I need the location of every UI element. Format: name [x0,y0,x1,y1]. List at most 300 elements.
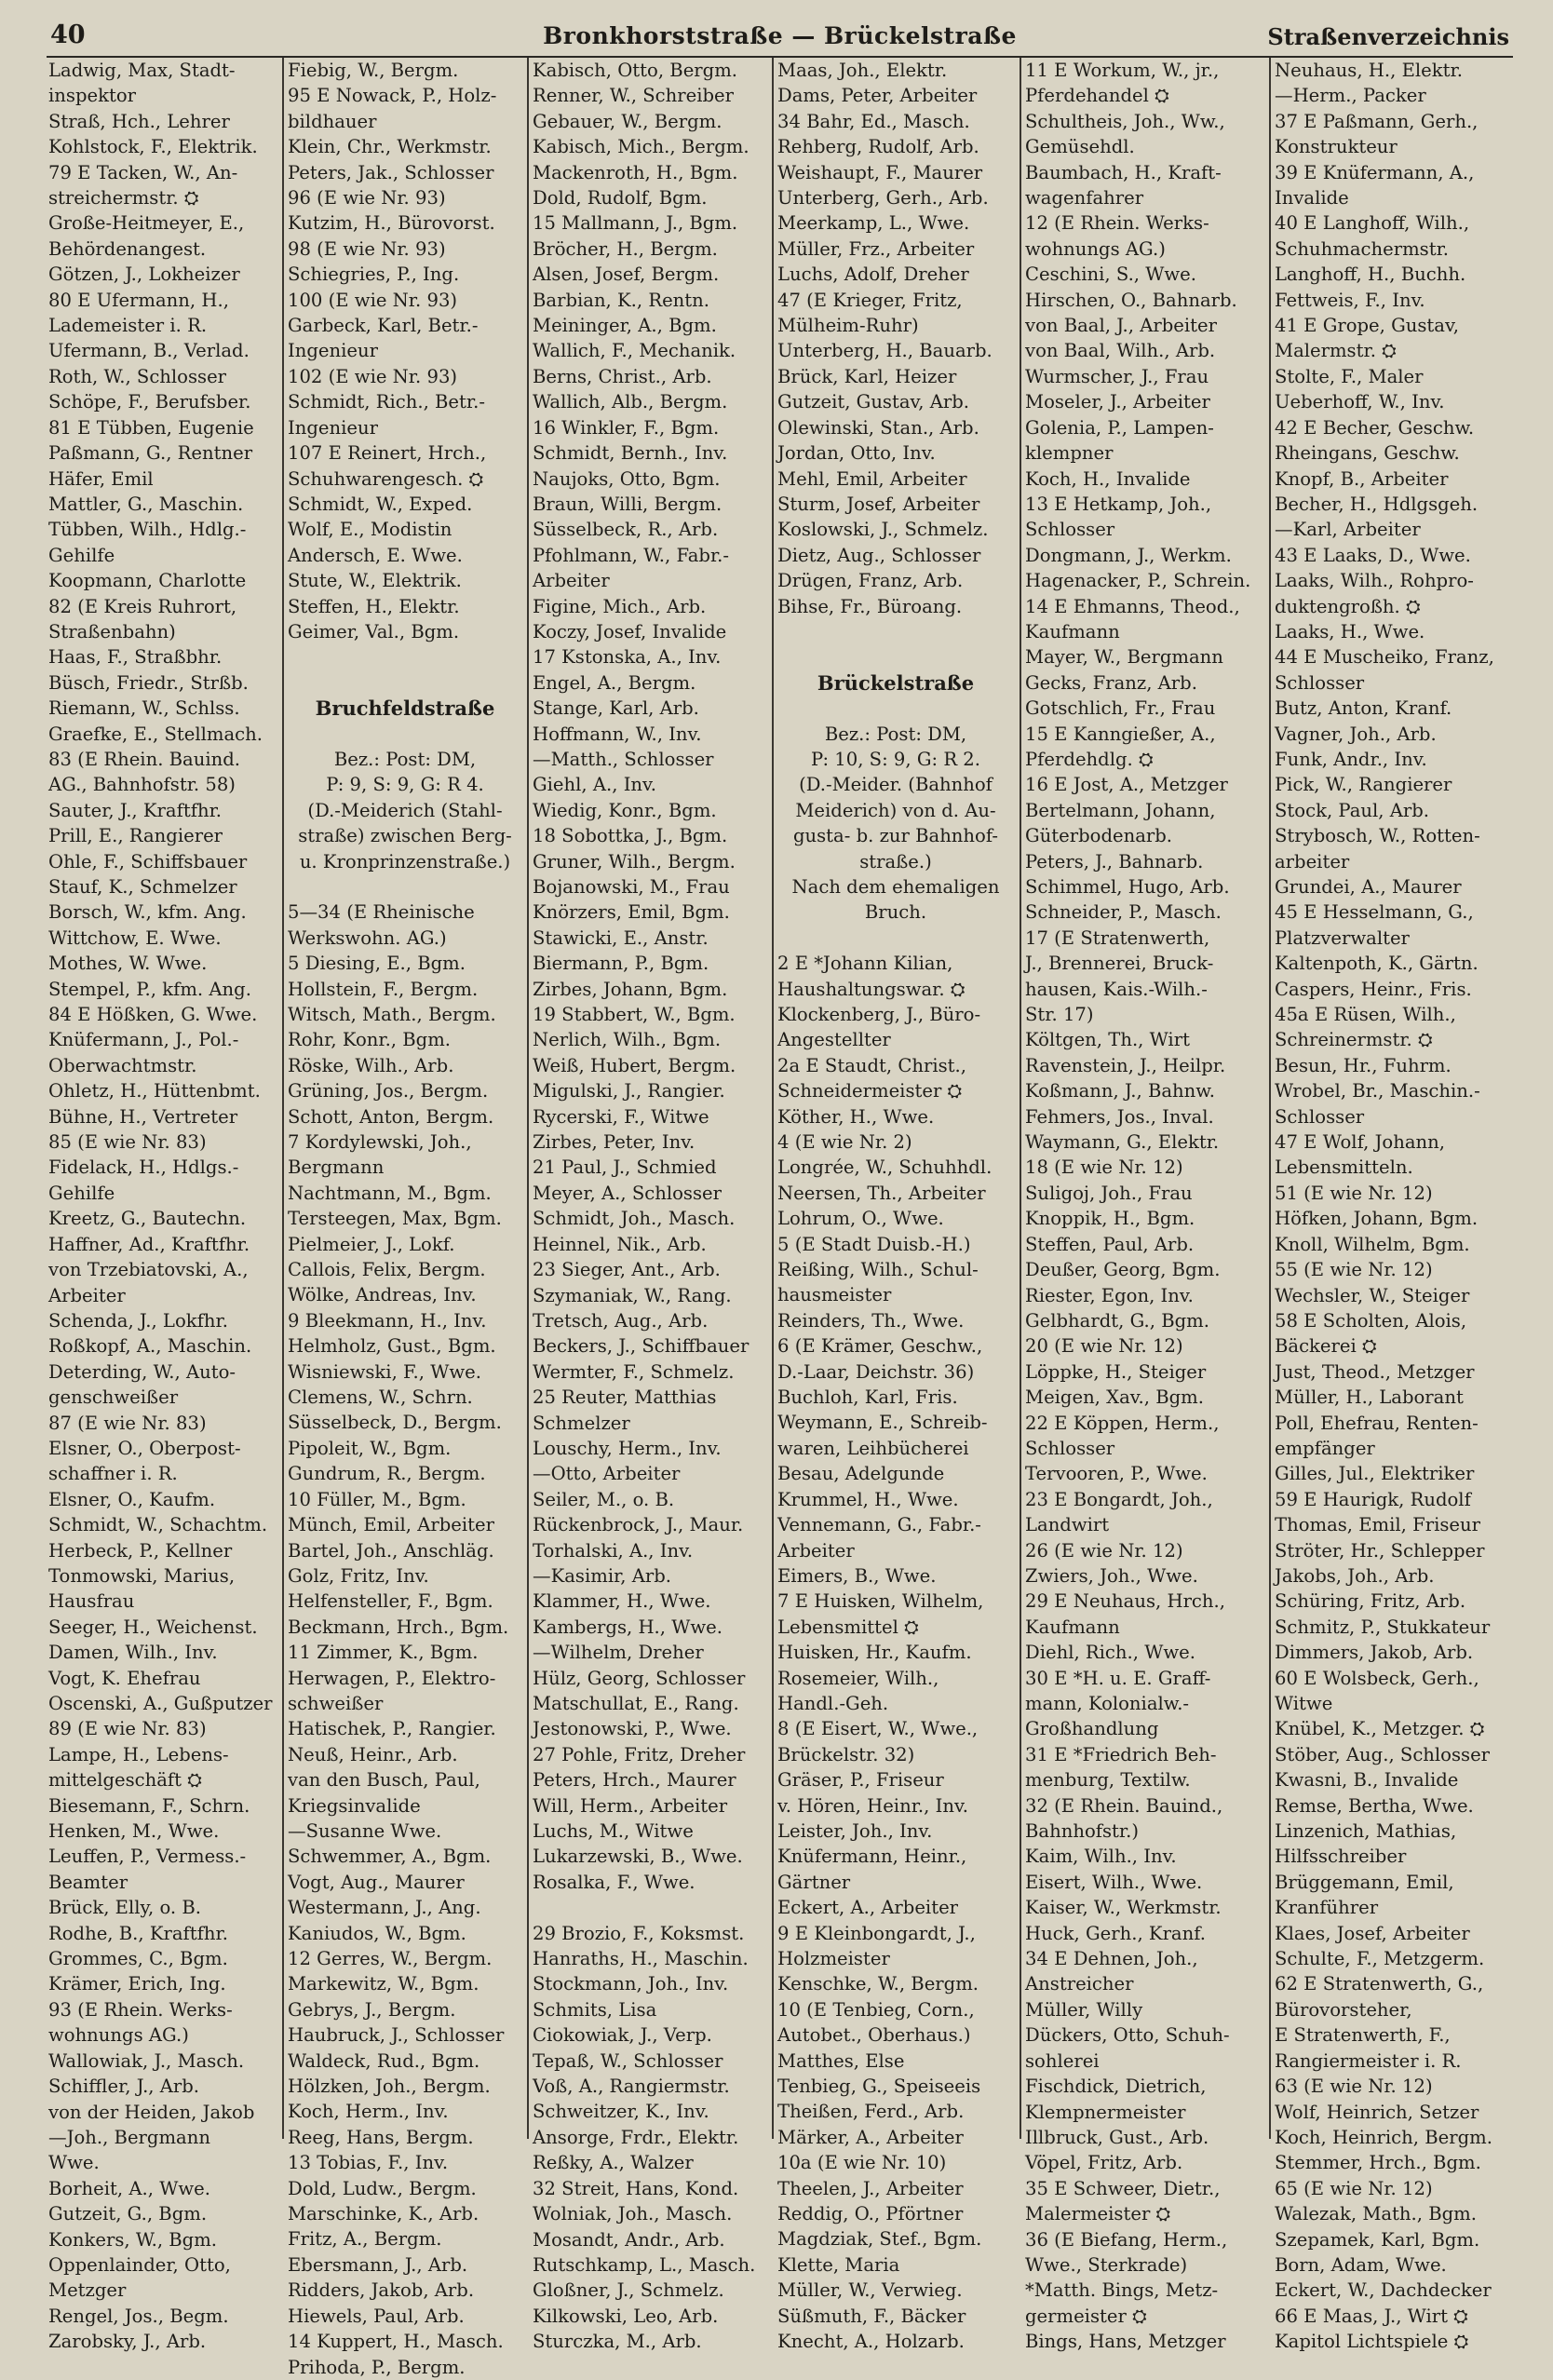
directory-entry: Markewitz, W., Bgm. [288,1973,479,1995]
directory-entry: Str. 17) [1025,1004,1094,1026]
directory-entry: Waldeck, Rud., Bgm. [288,2049,480,2072]
directory-entry: Lampe, H., Lebens- [48,1743,229,1765]
street-info: P: 9, S: 9, G: R 4. [326,774,484,796]
directory-entry: 79 E Tacken, W., An- [48,161,238,183]
directory-entry: 65 (E wie Nr. 12) [1275,2177,1433,2199]
directory-entry: Funk, Andr., Inv. [1275,748,1427,770]
directory-entry: Brückelstr. 32) [777,1743,915,1765]
directory-entry: 17 Kstonska, A., Inv. [533,646,722,669]
directory-entry: 7 Kordylewski, Joh., [288,1131,472,1153]
directory-entry: Henken, M., Wwe. [48,1820,220,1843]
directory-entry: Invalide [1275,187,1349,210]
spacer [777,619,1014,644]
directory-entry: Gehilfe [48,544,115,566]
directory-entry: Magdziak, Stef., Bgm. [777,2228,982,2251]
directory-entry: Angestellter [777,1029,891,1051]
directory-entry: 85 (E wie Nr. 83) [48,1131,207,1154]
directory-entry: Luchs, M., Witwe [533,1820,694,1843]
directory-entry: Schiffler, J., Arb. [48,2076,200,2098]
directory-entry: streichermstr. ⛭ [48,187,199,210]
directory-entry: Grüning, Jos., Bergm. [288,1080,489,1102]
directory-entry: Stolte, F., Maler [1275,365,1424,387]
directory-entry: Mattler, G., Maschin. [48,493,244,515]
directory-entry: Ohle, F., Schiffsbauer [48,850,248,872]
directory-entry: 16 E Jost, A., Metzger [1025,774,1228,796]
spacer [288,722,522,747]
directory-entry: 96 (E wie Nr. 93) [288,187,446,210]
directory-entry: Schlosser [1025,519,1115,541]
directory-entry: Brück, Elly, o. B. [48,1897,201,1919]
directory-entry: Peters, J., Bahnarb. [1025,850,1204,872]
directory-entry: 45 E Hesselmann, G., [1275,901,1474,924]
directory-entry: Beckers, J., Schiffbauer [533,1335,749,1358]
directory-entry: Großhandlung [1025,1718,1159,1740]
directory-entry: Arbeiter [777,1539,855,1562]
directory-entry: Kaltenpoth, K., Gärtn. [1275,953,1479,975]
directory-entry: Hoffmann, W., Inv. [533,723,702,745]
directory-entry: Müller, Frz., Arbeiter [777,237,975,260]
directory-entry: Helmholz, Gust., Bgm. [288,1335,496,1358]
directory-entry: Süsselbeck, D., Bergm. [288,1412,502,1434]
directory-entry: Schmidt, Bernh., Inv. [533,442,728,465]
directory-entry: Dietz, Aug., Schlosser [777,544,981,566]
directory-entry: Oberwachtmstr. [48,1054,197,1076]
directory-entry: Dimmers, Jakob, Arb. [1275,1642,1474,1664]
directory-entry: wagenfahrer [1025,187,1144,210]
spacer [777,696,1014,721]
directory-entry: Tonmowski, Marius, [48,1564,236,1587]
directory-entry: Hagenacker, P., Schrein. [1025,570,1251,592]
directory-entry: Dold, Ludw., Bergm. [288,2177,477,2199]
directory-entry: Will, Herm., Arbeiter [533,1794,728,1817]
directory-entry: Kabisch, Mich., Bergm. [533,136,749,158]
directory-entry: Gilles, Jul., Elektriker [1275,1463,1475,1485]
directory-entry: Braun, Willi, Bergm. [533,493,722,515]
directory-entry: Alsen, Josef, Bergm. [533,264,720,286]
directory-entry: Stauf, K., Schmelzer [48,876,237,898]
directory-entry: Hiewels, Paul, Arb. [288,2305,465,2327]
directory-entry: 25 Reuter, Matthias [533,1386,717,1409]
directory-entry: Fehmers, Jos., Inval. [1025,1105,1214,1128]
directory-entry: AG., Bahnhofstr. 58) [48,774,236,796]
directory-column-4 [777,58,1014,2353]
directory-entry: Laaks, Wilh., Rohpro- [1275,570,1474,592]
directory-entry: Meigen, Xav., Bgm. [1025,1386,1204,1409]
directory-entry: 107 E Reinert, Hrch., [288,442,487,465]
directory-entry: 82 (E Kreis Ruhrort, [48,595,237,617]
directory-entry: Krämer, Erich, Ing. [48,1973,226,1995]
directory-entry: Rodhe, B., Kraftfhr. [48,1922,228,1944]
directory-entry: Koch, H., Invalide [1025,467,1191,490]
directory-entry: —Otto, Arbeiter [533,1463,681,1485]
directory-entry: 32 Streit, Hans, Kond. [533,2177,739,2199]
directory-entry: Roth, W., Schlosser [48,365,227,387]
directory-entry: Ströter, Hr., Schlepper [1275,1539,1485,1562]
directory-entry: Unterberg, Gerh., Arb. [777,187,989,210]
directory-entry: Seiler, M., o. B. [533,1488,675,1510]
directory-entry: Kaufmann [1025,1616,1120,1638]
directory-entry: Theißen, Ferd., Arb. [777,2101,965,2123]
directory-entry: Köther, H., Wwe. [777,1105,935,1128]
directory-entry: 14 Kuppert, H., Masch. [288,2331,504,2353]
page-header [47,19,1513,58]
directory-entry: Fidelack, H., Hdlgs.- [48,1156,239,1179]
directory-entry: 29 E Neuhaus, Hrch., [1025,1590,1225,1613]
directory-entry: 29 Brozio, F., Koksmst. [533,1922,745,1944]
directory-column-2 [288,58,522,2378]
directory-entry: Rückenbrock, J., Maur. [533,1514,744,1536]
directory-entry: Kaim, Wilh., Inv. [1025,1846,1177,1868]
directory-entry: Gundrum, R., Bergm. [288,1463,486,1485]
directory-entry: Häfer, Emil [48,467,154,490]
directory-entry: 30 E *H. u. E. Graff- [1025,1667,1211,1689]
column-divider [1269,58,1271,2139]
directory-entry: genschweißer [48,1386,179,1409]
directory-entry: Kaniudos, W., Bgm. [288,1922,466,1944]
directory-entry: Wrobel, Br., Maschin.- [1275,1080,1480,1102]
directory-entry: Buchloh, Karl, Fris. [777,1386,958,1409]
directory-entry: Kaufmann [1025,620,1120,642]
directory-entry: Wittchow, E. Wwe. [48,926,222,949]
directory-entry: Werkswohn. AG.) [288,926,447,949]
directory-entry: 18 (E wie Nr. 12) [1025,1156,1183,1179]
directory-entry: wohnungs AG.) [48,2024,189,2047]
directory-entry: Poll, Ehefrau, Renten- [1275,1412,1479,1434]
directory-entry: Schuhwarengesch. ⛭ [288,467,484,490]
directory-entry: von Baal, J., Arbeiter [1025,315,1217,337]
directory-entry: Schlosser [1025,1437,1115,1459]
directory-entry: duktengroßh. ⛭ [1275,595,1421,617]
directory-entry: Schöpe, F., Berufsber. [48,391,251,413]
directory-entry: 17 (E Stratenwerth, [1025,926,1210,949]
directory-entry: Sturczka, M., Arb. [533,2331,702,2353]
directory-entry: schaffner i. R. [48,1463,178,1485]
directory-entry: Helfensteller, F., Bgm. [288,1590,493,1613]
directory-entry: Schüring, Fritz, Arb. [1275,1590,1466,1613]
directory-entry: 42 E Becher, Geschw. [1275,416,1475,439]
directory-entry: Ciokowiak, J., Verp. [533,2024,712,2047]
directory-entry: Peters, Hrch., Maurer [533,1769,736,1792]
street-info: Bez.: Post: DM, [824,723,967,745]
directory-entry: Müller, Willy [1025,1998,1143,2021]
directory-entry: Koch, Heinrich, Bergm. [1275,2126,1492,2148]
directory-entry: Strybosch, W., Rotten- [1275,825,1480,847]
directory-entry: Herbeck, P., Kellner [48,1539,233,1562]
directory-entry: Marschinke, K., Arb. [288,2203,479,2225]
directory-entry: Nerlich, Wilh., Bgm. [533,1029,722,1051]
directory-entry: Jakobs, Joh., Arb. [1275,1564,1435,1587]
directory-entry: Gräser, P., Friseur [777,1769,944,1792]
directory-entry: Vennemann, G., Fabr.- [777,1514,981,1536]
directory-entry: Thomas, Emil, Friseur [1275,1514,1480,1536]
directory-entry: Ravenstein, J., Heilpr. [1025,1054,1226,1076]
directory-entry: Mülheim-Ruhr) [777,315,919,337]
directory-entry: Gruner, Wilh., Bergm. [533,850,736,872]
directory-entry: wohnungs AG.) [1025,237,1166,260]
directory-entry: 34 E Dehnen, Joh., [1025,1948,1198,1970]
directory-entry: 59 E Haurigk, Rudolf [1275,1488,1471,1510]
directory-entry: Mehl, Emil, Arbeiter [777,467,967,490]
directory-entry: Löppke, H., Steiger [1025,1360,1207,1383]
directory-entry: Ueberhoff, W., Inv. [1275,391,1445,413]
directory-entry: Tersteegen, Max, Bgm. [288,1208,502,1230]
directory-entry: Golz, Fritz, Inv. [288,1564,429,1587]
directory-entry: Röske, Wilh., Arb. [288,1054,454,1076]
directory-entry: Huck, Gerh., Kranf. [1025,1922,1207,1944]
directory-entry: Barbian, K., Rentn. [533,289,710,311]
directory-entry: —Joh., Bergmann [48,2126,210,2148]
directory-entry: bildhauer [288,110,377,132]
spacer [288,644,522,669]
directory-entry: Butz, Anton, Kranf. [1275,697,1452,720]
directory-entry: Prihoda, P., Bergm. [288,2356,466,2378]
directory-entry: Rangiermeister i. R. [1275,2049,1462,2072]
directory-entry: Walezak, Math., Bgm. [1275,2203,1477,2225]
directory-entry: —Karl, Arbeiter [1275,519,1421,541]
directory-entry: Ufermann, B., Verlad. [48,340,250,362]
directory-entry: Sturm, Josef, Arbeiter [777,493,980,515]
directory-entry: Paßmann, G., Rentner [48,442,253,465]
directory-entry: Bojanowski, M., Frau [533,876,730,898]
directory-entry: Schreinermstr. ⛭ [1275,1029,1433,1051]
directory-entry: Steffen, H., Elektr. [288,595,460,617]
directory-entry: Tübben, Wilh., Hdlg.- [48,519,247,541]
directory-entry: Westermann, J., Ang. [288,1897,481,1919]
directory-entry: Schmidt, W., Exped. [288,493,473,515]
directory-entry: Kenschke, W., Bergm. [777,1973,979,1995]
directory-entry: Müller, W., Verwieg. [777,2279,963,2302]
directory-entry: Becher, H., Hdlgsgeh. [1275,493,1479,515]
directory-entry: Naujoks, Otto, Bgm. [533,467,721,490]
directory-entry: Gehilfe [48,1182,115,1204]
directory-entry: Wolniak, Joh., Masch. [533,2203,733,2225]
directory-entry: Tretsch, Aug., Arb. [533,1309,709,1332]
directory-entry: Tervooren, P., Wwe. [1025,1463,1208,1485]
directory-entry: Schott, Anton, Bergm. [288,1105,494,1128]
directory-entry: 102 (E wie Nr. 93) [288,365,458,387]
directory-entry: 11 Zimmer, K., Bgm. [288,1642,479,1664]
street-info: (D.-Meiderich (Stahl- [307,799,503,821]
street-heading: Brückelstraße [817,670,975,695]
directory-entry: Lukarzewski, B., Wwe. [533,1846,743,1868]
directory-entry: Straßenbahn) [48,620,176,642]
directory-entry: Szepamek, Karl, Bgm. [1275,2228,1480,2251]
directory-entry: Matschullat, E., Rang. [533,1693,739,1714]
directory-entry: Lohrum, O., Wwe. [777,1208,944,1230]
directory-entry: Schultheis, Joh., Ww., [1025,110,1225,132]
directory-entry: Wisniewski, F., Wwe. [288,1360,481,1383]
directory-entry: v. Hören, Heinr., Inv. [777,1794,968,1817]
directory-entry: Kwasni, B., Invalide [1275,1769,1459,1792]
directory-entry: Klaes, Josef, Arbeiter [1275,1922,1470,1944]
directory-entry: Maas, Joh., Elektr. [777,60,948,81]
directory-entry: Wolf, Heinrich, Setzer [1275,2101,1479,2123]
directory-entry: Klammer, H., Wwe. [533,1590,711,1613]
directory-entry: Longrée, W., Schuhhdl. [777,1156,993,1179]
directory-entry: Diehl, Rich., Wwe. [1025,1642,1195,1664]
street-info: gusta- b. zur Bahnhof- [792,825,999,847]
directory-entry: —Herm., Packer [1275,85,1426,107]
directory-entry: mann, Kolonialw.- [1025,1693,1190,1714]
directory-entry: Reißing, Wilh., Schul- [777,1259,979,1281]
directory-entry: Berns, Christ., Arb. [533,365,712,387]
directory-entry: Remse, Bertha, Wwe. [1275,1794,1474,1817]
directory-entry: Knübel, K., Metzger. ⛭ [1275,1718,1485,1740]
directory-entry: Mackenroth, H., Bgm. [533,161,738,183]
directory-entry: Kutzim, H., Bürovorst. [288,212,495,235]
directory-entry: Vogt, K. Ehefrau [48,1667,201,1689]
directory-entry: Schneider, P., Masch. [1025,901,1222,924]
directory-entry: Knüfermann, Heinr., [777,1846,967,1868]
directory-entry: Bihse, Fr., Büroang. [777,595,963,617]
directory-entry: Süsselbeck, R., Arb. [533,519,719,541]
directory-entry: van den Busch, Paul, [288,1769,480,1792]
directory-entry: Witsch, Math., Bergm. [288,1003,496,1025]
directory-entry: Heinnel, Nik., Arb. [533,1233,707,1255]
directory-entry: Büsch, Friedr., Strßb. [48,671,249,694]
directory-entry: D.-Laar, Deichstr. 36) [777,1360,975,1383]
directory-entry: hausmeister [777,1284,892,1306]
directory-entry: Caspers, Heinr., Fris. [1275,978,1472,1000]
directory-entry: Schmits, Lisa [533,1998,657,2021]
directory-entry: Koczy, Josef, Invalide [533,620,727,642]
directory-entry: Bahnhofstr.) [1025,1820,1140,1843]
directory-entry: Jordan, Otto, Inv. [777,442,936,465]
directory-entry: Grundei, A., Maurer [1275,876,1462,898]
directory-entry: Arbeiter [533,570,610,592]
directory-entry: Ceschini, S., Wwe. [1025,264,1196,286]
directory-entry: 2 E *Johann Kilian, [777,953,953,975]
directory-entry: Müller, H., Laborant [1275,1386,1464,1409]
directory-entry: Dongmann, J., Werkm. [1025,544,1232,566]
directory-entry: Roßkopf, A., Maschin. [48,1335,252,1358]
directory-entry: Just, Theod., Metzger [1275,1360,1475,1383]
directory-entry: Illbruck, Gust., Arb. [1025,2126,1209,2148]
directory-column-1 [48,58,277,2353]
directory-entry: Gecks, Franz, Arb. [1025,671,1197,694]
directory-entry: 55 (E wie Nr. 12) [1275,1259,1433,1281]
directory-entry: 89 (E wie Nr. 83) [48,1718,207,1740]
directory-entry: Gemüsehdl. [1025,136,1135,158]
directory-entry: Konstrukteur [1275,136,1398,158]
directory-entry: 100 (E wie Nr. 93) [288,289,458,311]
directory-entry: Garbeck, Karl, Betr.- [288,315,479,337]
directory-entry: Tepaß, W., Schlosser [533,2049,723,2072]
directory-entry: Ebersmann, J., Arb. [288,2253,468,2276]
directory-entry: 4 (E wie Nr. 2) [777,1131,912,1153]
directory-entry: Große-Heitmeyer, E., [48,212,245,235]
directory-entry: 87 (E wie Nr. 83) [48,1412,207,1434]
directory-entry: Torhalski, A., Inv. [533,1539,694,1562]
directory-entry: Wwe., Sterkrade) [1025,2253,1188,2276]
directory-entry: 21 Paul, J., Schmied [533,1156,717,1179]
directory-entry: Reinders, Th., Wwe. [777,1309,965,1332]
directory-entry: Schmidt, Joh., Masch. [533,1208,736,1230]
directory-entry: 16 Winkler, F., Bgm. [533,416,720,439]
directory-entry: Schlosser [1275,1105,1365,1128]
street-heading: Bruchfeldstraße [315,696,495,721]
directory-entry: Beckmann, Hrch., Bgm. [288,1616,509,1638]
directory-entry: Kriegsinvalide [288,1794,421,1817]
street-info: P: 10, S: 9, G: R 2. [810,748,981,770]
directory-entry: Gelbhardt, G., Bgm. [1025,1309,1209,1332]
directory-entry: 39 E Knüfermann, A., [1275,161,1475,183]
directory-entry: Wechsler, W., Steiger [1275,1284,1470,1306]
street-info: straße) zwischen Berg- [298,825,512,847]
directory-entry: —Susanne Wwe. [288,1819,442,1842]
directory-entry: Schwemmer, A., Bgm. [288,1846,492,1868]
directory-entry: Schimmel, Hugo, Arb. [1025,876,1230,898]
street-info: Meiderich) von d. Au- [795,799,996,821]
directory-entry: Tenbieg, G., Speiseeis [777,2076,981,2098]
directory-entry: Stockmann, Joh., Inv. [533,1973,729,1995]
directory-entry: Knecht, A., Holzarb. [777,2331,965,2353]
directory-entry: 5—34 (E Rheinische [288,901,475,924]
spacer [288,874,522,899]
directory-column-5 [1025,58,1263,2353]
directory-entry: 37 E Paßmann, Gerh., [1275,110,1479,132]
directory-entry: Koch, Herm., Inv. [288,2101,449,2123]
directory-entry: *Matth. Bings, Metz- [1025,2279,1219,2302]
directory-entry: 95 E Nowack, P., Holz- [288,85,497,107]
directory-entry: Haushaltungswar. ⛭ [777,978,966,1000]
directory-entry: 40 E Langhoff, Wilh., [1275,212,1470,235]
directory-entry: Bühne, H., Vertreter [48,1105,238,1128]
directory-entry: Laaks, H., Wwe. [1275,620,1425,642]
directory-entry: Eimers, B., Wwe. [777,1564,937,1587]
directory-entry: Zirbes, Peter, Inv. [533,1131,695,1154]
directory-entry: Prill, E., Rangierer [48,825,223,847]
directory-entry: Unterberg, H., Bauarb. [777,340,993,362]
directory-entry: Beamter [48,1871,128,1893]
column-divider [1020,58,1021,2139]
directory-entry: —Kasimir, Arb. [533,1564,672,1587]
directory-entry: Bings, Hans, Metzger [1025,2331,1226,2353]
street-range-title: Bronkhorststraße — Brückelstraße [543,22,1017,49]
directory-entry: Ansorge, Frdr., Elektr. [533,2126,739,2148]
directory-entry: Schmidt, W., Schachtm. [48,1514,268,1536]
directory-entry: Leuffen, P., Vermess.- [48,1846,247,1868]
directory-entry: Renner, W., Schreiber [533,85,734,107]
directory-entry: Eisert, Wilh., Wwe. [1025,1871,1203,1893]
directory-entry: Mosandt, Andr., Arb. [533,2228,725,2251]
directory-entry: Schulte, F., Metzgerm. [1275,1948,1485,1970]
directory-entry: Rohr, Konr., Bgm. [288,1029,452,1051]
directory-entry: 43 E Laaks, D., Wwe. [1275,544,1471,566]
directory-entry: Bäckerei ⛭ [1275,1335,1377,1358]
directory-entry: Drügen, Franz, Arb. [777,570,964,592]
directory-entry: Hollstein, F., Bergm. [288,978,479,1000]
directory-entry: Fritz, A., Bergm. [288,2228,442,2251]
directory-entry: Knoppik, H., Bgm. [1025,1208,1195,1230]
directory-entry: 84 E Hößken, G. Wwe. [48,1004,258,1026]
directory-entry: 36 (E Biefang, Herm., [1025,2228,1228,2251]
directory-entry: 51 (E wie Nr. 12) [1275,1182,1433,1204]
directory-entry: Gutzeit, G., Bgm. [48,2203,208,2225]
directory-entry: 60 E Wolsbeck, Gerh., [1275,1667,1479,1689]
directory-entry: germeister ⛭ [1025,2305,1147,2327]
directory-entry: Wallowiak, J., Masch. [48,2049,245,2072]
directory-entry: Brück, Karl, Heizer [777,365,957,387]
directory-entry: 13 E Hetkamp, Joh., [1025,493,1212,515]
street-info: (D.-Meider. (Bahnhof [799,774,993,796]
directory-entry: Bergmann [288,1156,385,1179]
directory-entry: Mothes, W. Wwe. [48,953,208,975]
directory-entry: Stock, Paul, Arb. [1275,799,1430,821]
spacer [777,926,1014,951]
directory-entry: Witwe [1275,1693,1333,1714]
directory-entry: Moseler, J., Arbeiter [1025,391,1210,413]
